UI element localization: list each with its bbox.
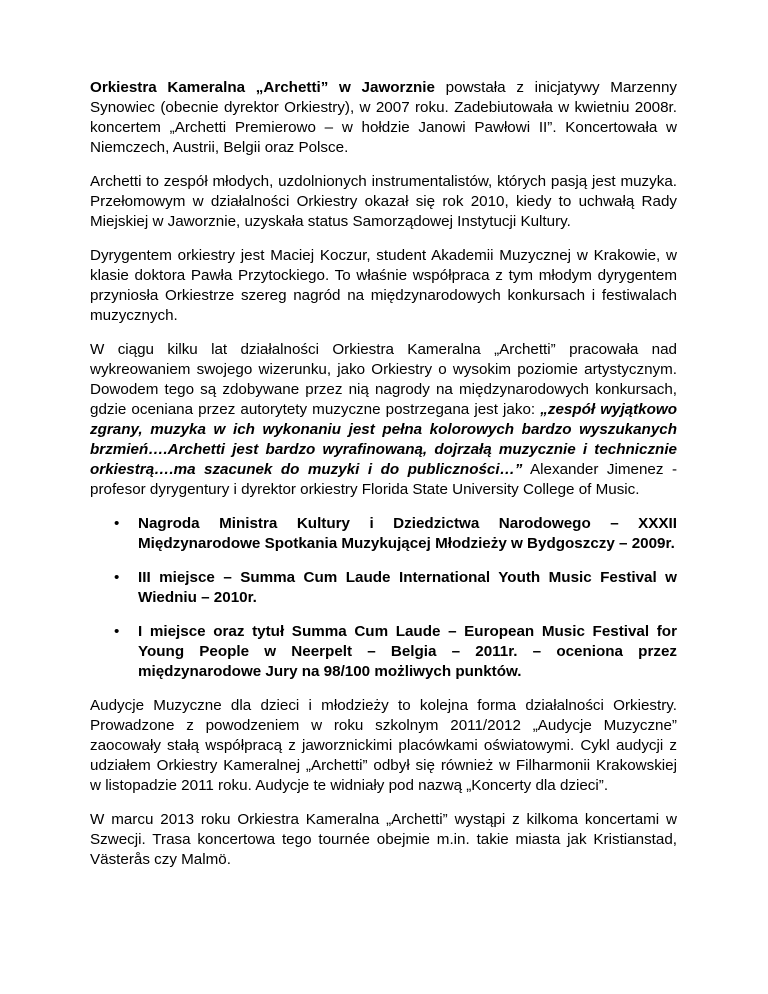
bullet-icon: • (114, 515, 120, 532)
reputation-text: W ciągu kilku lat działalności Orkiestra Kameralna „Archetti” pracowała nad wykreowaniem swojego wizerunku, jako Orkiestry o wysokim poziomie artystycznym. Dowodem tego są zdobywane przez nią nagrody na międzynarodowych konkursach, gdzie oceniana przez autorytety muzyczne postrzegana jest jako: (90, 341, 677, 418)
list-item (90, 622, 677, 682)
bullet-icon: • (114, 623, 120, 640)
bullet-icon: • (114, 569, 120, 586)
list-item (90, 568, 677, 608)
paragraph-reputation (90, 340, 677, 500)
orchestra-name: Orkiestra Kameralna „Archetti” w Jaworznie (90, 79, 435, 96)
paragraph-ensemble: Archetti to zespół młodych, uzdolnionych instrumentalistów, których pasją jest muzyka. Przełomowym w działalności Orkiestry okazał się rok 2010, kiedy to uchwałą Rady Miejskiej w Jaworznie, uzyskała status Samorządowej Instytucji Kultury. (90, 173, 677, 230)
quote-attribution: Alexander Jimenez - profesor dyrygentury i dyrektor orkiestry Florida State University College of Music. (90, 461, 678, 498)
award-text: Nagroda Ministra Kultury i Dziedzictwa Narodowego – XXXII Międzynarodowe Spotkania Muzykującej Młodzieży w Bydgoszczy – 2009r. (138, 515, 677, 552)
paragraph-founding (90, 78, 677, 158)
paragraph-sweden-tour: W marcu 2013 roku Orkiestra Kameralna „Archetti” wystąpi z kilkoma koncertami w Szwecji. Trasa koncertowa tego tournée obejmie m.in. takie miasta jak Kristianstad, Västerås czy Malmö. (90, 811, 677, 868)
founding-text: powstała z inicjatywy Marzenny Synowiec (obecnie dyrektor Orkiestry), w 2007 roku. Zadebiutowała w kwietniu 2008r. koncertem „Archetti Premierowo – w hołdzie Janowi Pawłowi II”. Koncertowała w Niemczech, Austrii, Belgii oraz Polsce. (90, 79, 677, 156)
paragraph-conductor: Dyrygentem orkiestry jest Maciej Koczur, student Akademii Muzycznej w Krakowie, w klasie doktora Pawła Przytockiego. To właśnie współpraca z tym młodym dyrygentem przyniosła Orkiestrze szereg nagród na międzynarodowych konkursach i festiwalach muzycznych. (90, 247, 677, 324)
jimenez-quote: „zespół wyjątkowo zgrany, muzyka w ich wykonaniu jest pełna kolorowych bardzo wyszukanych brzmień….Archetti jest bardzo wyrafinowaną, dojrzałą muzycznie i technicznie orkiestrą….ma szacunek do muzyki i do publiczności…” (90, 401, 678, 478)
list-item (90, 514, 677, 554)
awards-list (90, 514, 677, 682)
award-text: I miejsce oraz tytuł Summa Cum Laude – European Music Festival for Young People w Neerpelt – Belgia – 2011r. – oceniona przez międzynarodowe Jury na 98/100 możliwych punktów. (138, 623, 677, 680)
document-body (90, 78, 677, 884)
paragraph-music-programs: Audycje Muzyczne dla dzieci i młodzieży to kolejna forma działalności Orkiestry. Prowadzone z powodzeniem w roku szkolnym 2011/2012 „Audycje Muzyczne” zaocowały stałą współpracą z jaworznickimi placówkami oświatowymi. Cykl audycji z udziałem Orkiestry Kameralnej „Archetti” odbył się również w Filharmonii Krakowskiej w listopadzie 2011 roku. Audycje te widniały pod nazwą „Koncerty dla dzieci”. (90, 697, 677, 794)
award-text: III miejsce – Summa Cum Laude International Youth Music Festival w Wiedniu – 2010r. (138, 569, 677, 606)
